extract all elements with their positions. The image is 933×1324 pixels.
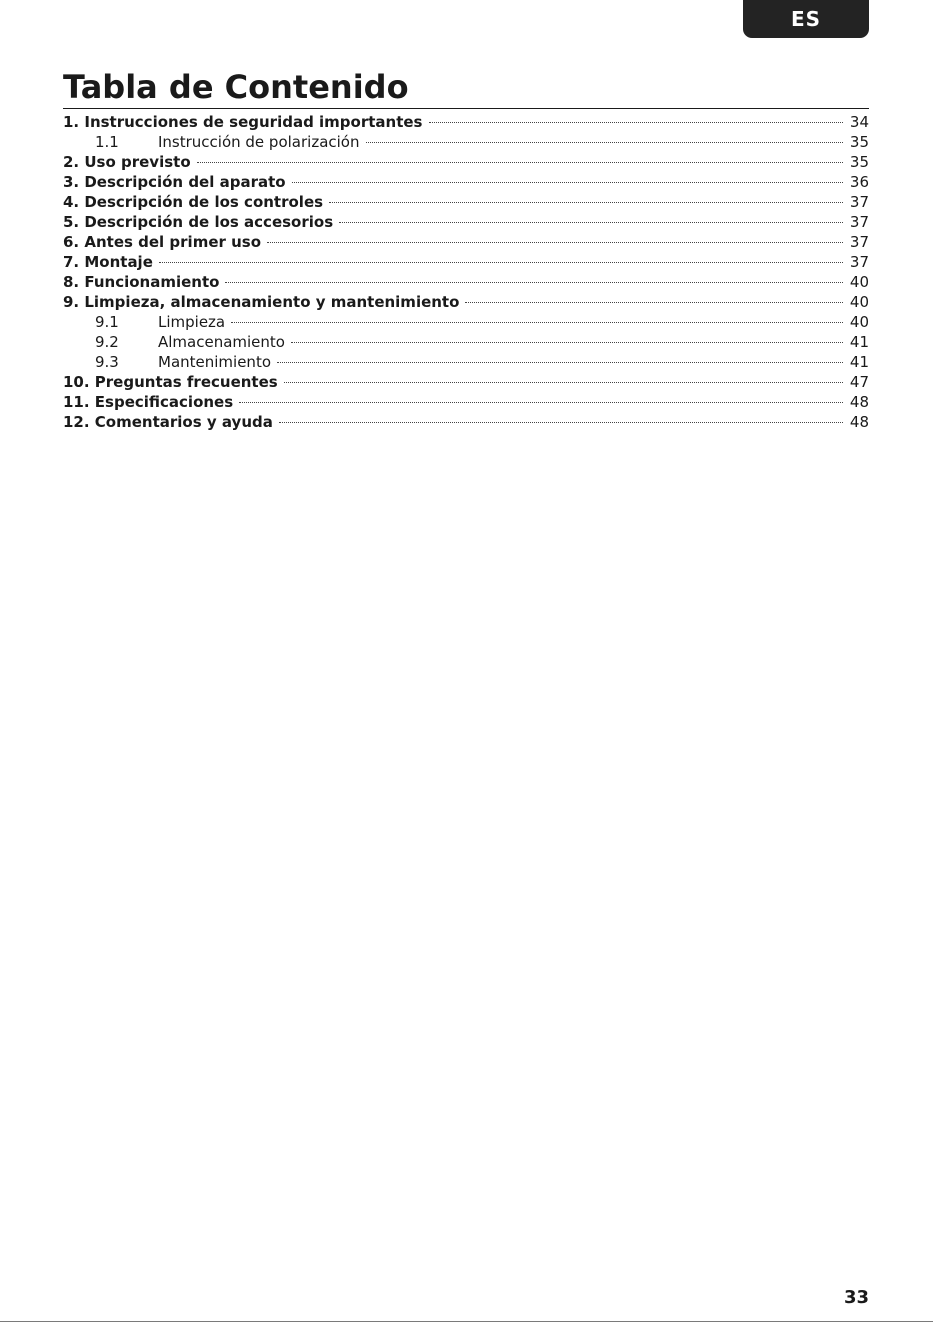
toc-entry[interactable] xyxy=(63,152,869,172)
toc-subentry[interactable] xyxy=(63,332,869,352)
page-bottom-border xyxy=(0,1321,933,1322)
dot-leader xyxy=(267,242,843,243)
toc-entry-label: Limpieza xyxy=(158,313,226,331)
toc-entry-label: 9. Limpieza, almacenamiento y mantenimiento xyxy=(63,293,460,311)
toc-entry-page: 35 xyxy=(849,153,869,171)
toc-entry[interactable] xyxy=(63,212,869,232)
dot-leader xyxy=(279,422,843,423)
toc-entry-page: 37 xyxy=(849,193,869,211)
toc-entry[interactable] xyxy=(63,372,869,392)
toc-entry-label: 5. Descripción de los accesorios xyxy=(63,213,334,231)
toc-entry-page: 36 xyxy=(849,173,869,191)
dot-leader xyxy=(284,382,843,383)
toc-entry-page: 37 xyxy=(849,253,869,271)
dot-leader xyxy=(239,402,843,403)
toc-subentry-number: 9.1 xyxy=(95,313,119,331)
toc-entry-label: Instrucción de polarización xyxy=(158,133,360,151)
toc-entry-label: 4. Descripción de los controles xyxy=(63,193,324,211)
toc-entry-label: 11. Especificaciones xyxy=(63,393,234,411)
toc-entry-page: 40 xyxy=(849,293,869,311)
dot-leader xyxy=(277,362,843,363)
toc-entry-page: 35 xyxy=(849,133,869,151)
toc-entry-label: 8. Funcionamiento xyxy=(63,273,220,291)
dot-leader xyxy=(329,202,843,203)
toc-entry[interactable] xyxy=(63,272,869,292)
toc-entry-label: 2. Uso previsto xyxy=(63,153,191,171)
toc-entry-page: 37 xyxy=(849,213,869,231)
toc-subentry[interactable] xyxy=(63,352,869,372)
toc-entry[interactable] xyxy=(63,232,869,252)
page-number: 33 xyxy=(843,1287,869,1308)
dot-leader xyxy=(429,122,844,123)
toc-entry-page: 37 xyxy=(849,233,869,251)
toc-entry-label: 10. Preguntas frecuentes xyxy=(63,373,278,391)
page-title: Tabla de Contenido xyxy=(63,68,409,106)
toc-subentry[interactable] xyxy=(63,312,869,332)
toc-entry-page: 34 xyxy=(849,113,869,131)
dot-leader xyxy=(366,142,844,143)
toc-entry-page: 48 xyxy=(849,413,869,431)
toc-entry[interactable] xyxy=(63,412,869,432)
table-of-contents xyxy=(63,112,869,432)
toc-entry-label: 12. Comentarios y ayuda xyxy=(63,413,273,431)
dot-leader xyxy=(292,182,843,183)
dot-leader xyxy=(159,262,843,263)
toc-entry-label: 6. Antes del primer uso xyxy=(63,233,262,251)
toc-entry[interactable] xyxy=(63,252,869,272)
language-tab: ES xyxy=(743,0,869,38)
toc-subentry[interactable] xyxy=(63,132,869,152)
dot-leader xyxy=(465,302,843,303)
toc-subentry-number: 9.3 xyxy=(95,353,119,371)
dot-leader xyxy=(291,342,843,343)
toc-entry-page: 40 xyxy=(849,313,869,331)
toc-entry-label: Almacenamiento xyxy=(158,333,285,351)
dot-leader xyxy=(231,322,843,323)
dot-leader xyxy=(339,222,843,223)
toc-subentry-number: 1.1 xyxy=(95,133,119,151)
toc-entry-page: 41 xyxy=(849,353,869,371)
toc-entry-page: 48 xyxy=(849,393,869,411)
dot-leader xyxy=(225,282,843,283)
toc-entry[interactable] xyxy=(63,292,869,312)
toc-entry[interactable] xyxy=(63,192,869,212)
toc-entry[interactable] xyxy=(63,172,869,192)
toc-entry-page: 41 xyxy=(849,333,869,351)
toc-entry-label: 1. Instrucciones de seguridad importantes xyxy=(63,113,423,131)
toc-entry-page: 40 xyxy=(849,273,869,291)
toc-entry[interactable] xyxy=(63,112,869,132)
toc-entry-label: 7. Montaje xyxy=(63,253,153,271)
toc-entry-label: Mantenimiento xyxy=(158,353,271,371)
dot-leader xyxy=(197,162,843,163)
toc-entry-page: 47 xyxy=(849,373,869,391)
title-divider xyxy=(63,108,869,109)
toc-subentry-number: 9.2 xyxy=(95,333,119,351)
toc-entry-label: 3. Descripción del aparato xyxy=(63,173,286,191)
toc-entry[interactable] xyxy=(63,392,869,412)
